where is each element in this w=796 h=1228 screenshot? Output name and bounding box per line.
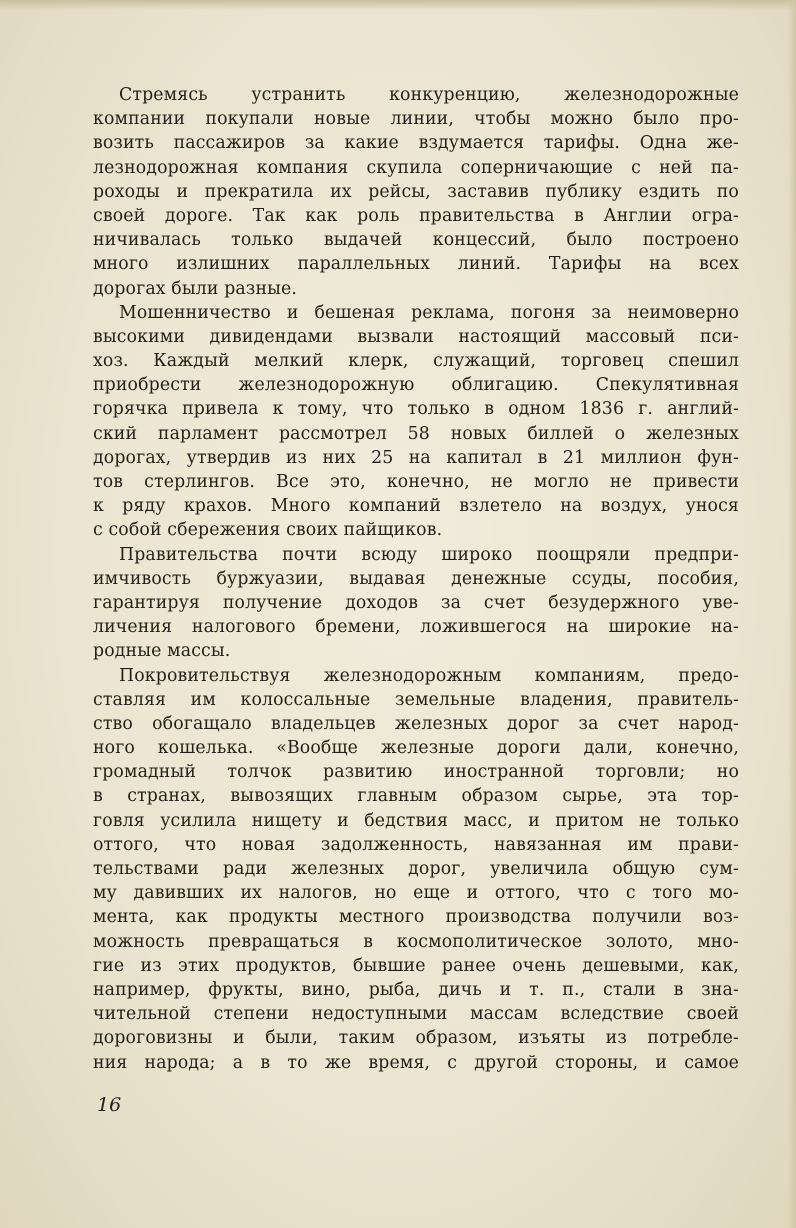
text-line: компании покупали новые линии, чтобы можно было про- — [93, 109, 739, 130]
text-line: ния народа; а в то же время, с другой стороны, и самое — [93, 1052, 739, 1073]
text-line: имчивость буржуазии, выдавая денежные ссуды, пособия, — [93, 568, 739, 589]
text-line: с собой сбережения своих пайщиков. — [93, 520, 443, 541]
text-line: громадный толчок развитию иностранной торговли; но — [93, 762, 739, 783]
text-line: оттого, что новая задолженность, навязанная им прави- — [93, 834, 739, 855]
text-line: можность превращаться в космополитическое золото, мно- — [93, 931, 739, 952]
text-line: говля усилила нищету и бедствия масс, и притом не только — [93, 810, 739, 831]
text-line: гие из этих продуктов, бывшие ранее очень дешевыми, как, — [93, 955, 739, 976]
text-line: чительной степени недоступными массам вследствие своей — [93, 1004, 739, 1025]
page-body-text — [93, 83, 739, 1075]
text-line: личения налогового бремени, ложившегося на широкие на- — [93, 617, 739, 638]
text-line: Мошенничество и бешеная реклама, погоня за неимоверно — [119, 302, 739, 323]
paragraph — [93, 301, 739, 543]
text-line: Покровительствуя железнодорожным компаниям, предо- — [119, 665, 739, 686]
text-line: ничивалась только выдачей концессий, было построено — [93, 230, 739, 251]
text-line: к ряду крахов. Много компаний взлетело на воздух, унося — [93, 496, 739, 517]
text-line: му давивших их налогов, но еще и оттого, что с того мо- — [93, 883, 739, 904]
text-line: много излишних параллельных линий. Тарифы на всех — [93, 254, 739, 275]
text-line: тов стерлингов. Все это, конечно, не могло не привести — [93, 472, 739, 492]
text-line: приобрести железнодорожную облигацию. Спекулятивная — [93, 375, 739, 396]
text-line: мента, как продукты местного производства получили воз- — [93, 907, 739, 928]
text-line: родные массы. — [93, 641, 231, 662]
text-line: Стремясь устранить конкуренцию, железнодорожные — [119, 85, 739, 105]
text-line: дороговизны и были, таким образом, изъяты из потребле- — [93, 1028, 739, 1049]
text-line: в странах, вывозящих главным образом сырье, эта тор- — [93, 786, 739, 807]
text-line: возить пассажиров за какие вздумается тарифы. Одна же- — [93, 133, 739, 154]
text-line: высокими дивидендами вызвали настоящий массовый пси- — [93, 326, 739, 347]
paragraph — [93, 664, 739, 1075]
text-line: дорогах, утвердив из них 25 на капитал в 21 миллион фун- — [93, 447, 739, 468]
text-line: например, фрукты, вино, рыба, дичь и т. п., стали в зна- — [93, 979, 739, 1000]
text-line: тельствами ради железных дорог, увеличила общую сум- — [93, 859, 739, 879]
text-line: Правительства почти всюду широко поощряли предпри- — [119, 544, 739, 565]
text-line: ство обогащало владельцев железных дорог за счет народ- — [93, 713, 739, 734]
text-line: лезнодорожная компания скупила соперничающие с ней па- — [93, 157, 739, 178]
text-line: хоз. Каждый мелкий клерк, служащий, торговец спешил — [93, 351, 739, 372]
text-line: ного кошелька. «Вообще железные дороги дали, конечно, — [93, 738, 739, 759]
paragraph — [93, 543, 739, 664]
paragraph — [93, 83, 739, 301]
text-line: дорогах были разные. — [93, 278, 298, 299]
text-line: гарантируя получение доходов за счет безудержного уве- — [93, 592, 739, 613]
text-line: роходы и прекратила их рейсы, заставив публику ездить по — [93, 181, 739, 202]
text-line: ский парламент рассмотрел 58 новых биллей о железных — [93, 423, 739, 444]
page-number: 16 — [97, 1094, 122, 1116]
text-line: ставляя им колоссальные земельные владения, правитель- — [93, 689, 739, 710]
text-line: своей дороге. Так как роль правительства в Англии огра- — [93, 205, 739, 226]
text-line: горячка привела к тому, что только в одном 1836 г. англий- — [93, 399, 739, 420]
